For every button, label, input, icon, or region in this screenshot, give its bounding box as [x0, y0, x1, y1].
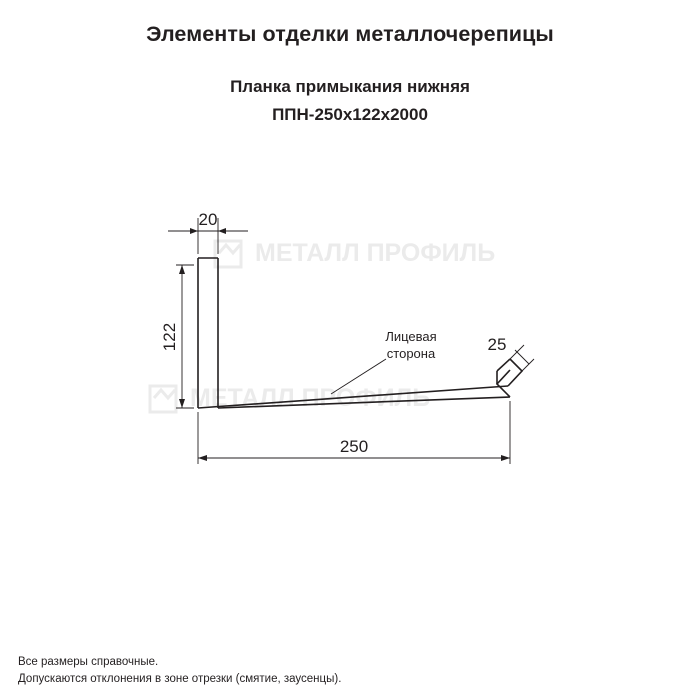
dimension-label-20: 20: [198, 210, 218, 229]
annotation-face-side-line1: Лицевая: [385, 329, 437, 344]
dim-line: [515, 350, 529, 364]
profile-hem-outer: [508, 359, 522, 386]
footer-notes: [18, 654, 341, 689]
product-code: ППН-250х122х2000: [272, 105, 428, 124]
arrow-right: [501, 455, 510, 461]
dimension-label-25: 25: [487, 335, 507, 354]
footer-note-1: Все размеры справочные.: [18, 655, 159, 668]
product-name: Планка примыкания нижняя: [230, 77, 470, 96]
dimension-label-250: 250: [339, 437, 369, 456]
ext-line-b: [522, 359, 534, 371]
technical-drawing: [0, 170, 700, 530]
arrow-left: [190, 228, 198, 234]
watermark-top: [215, 239, 495, 267]
drawing-svg: [0, 170, 700, 530]
arrow-right: [218, 228, 226, 234]
dimension-flange-right: [510, 345, 534, 371]
arrow-bottom: [179, 399, 185, 408]
watermark-text: МЕТАЛЛ ПРОФИЛЬ: [255, 239, 496, 267]
watermark-group: [150, 239, 495, 412]
arrow-top: [179, 265, 185, 274]
dimension-label-122: 122: [160, 322, 179, 352]
page-title: Элементы отделки металлочерепицы: [146, 22, 554, 46]
watermark-text: МЕТАЛЛ ПРОФИЛЬ: [190, 384, 431, 412]
profile-hem-tip: [497, 359, 510, 371]
arrow-left: [198, 455, 207, 461]
annotation-face-side-line2: сторона: [386, 346, 436, 361]
title-block: [0, 0, 700, 125]
profile-hem-inner: [497, 370, 510, 397]
footer-note-2: Допускаются отклонения в зоне отрезки (смятие, заусенцы).: [18, 672, 342, 685]
